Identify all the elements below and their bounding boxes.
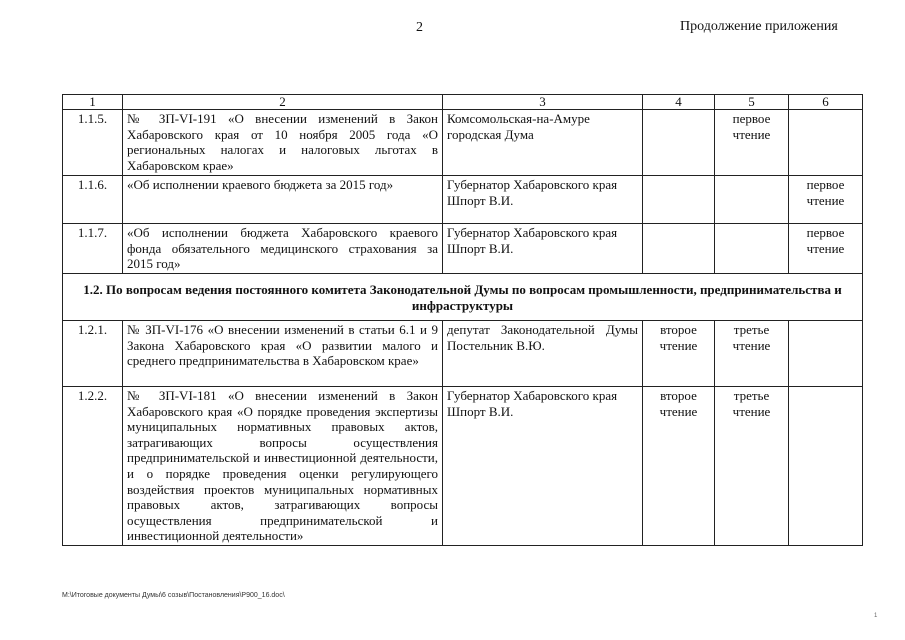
table-row — [63, 387, 863, 546]
agenda-table — [62, 94, 863, 546]
bill-description: «Об исполнении краевого бюджета за 2015 год» — [123, 176, 443, 224]
column-header: 4 — [643, 95, 715, 110]
table-row — [63, 110, 863, 176]
stage-col4 — [643, 176, 715, 224]
stage-col5 — [715, 176, 789, 224]
corner-mark: 1 — [874, 613, 878, 619]
stage-col5: первое чтение — [715, 110, 789, 176]
section-heading-row — [63, 274, 863, 321]
bill-description: № ЗП-VI-181 «О внесении изменений в Закон Хабаровского края «О порядке проведения экспертизы муниципальных нормативных правовых актов, затрагивающих вопросы осуществления предпринимательской и инвестиционной деятельности, и о порядке проведения оценки регулирующего воздействия проектов муниципальных нормативных правовых актов, затрагивающих вопросы осуществления предпринимательской и инвестиционной деятельности» — [123, 387, 443, 546]
table-row — [63, 176, 863, 224]
section-title: 1.2. По вопросам ведения постоянного комитета Законодательной Думы по вопросам промышленности, предпринимательства и инфраструктуры — [63, 274, 863, 321]
stage-col6: первое чтение — [789, 224, 863, 274]
table-row — [63, 321, 863, 387]
stage-col5 — [715, 224, 789, 274]
initiator: Комсомольская-на-Амуре городская Дума — [443, 110, 643, 176]
stage-col4 — [643, 224, 715, 274]
initiator: Губернатор Хабаровского края Шпорт В.И. — [443, 387, 643, 546]
bill-description: № ЗП-VI-176 «О внесении изменений в статьи 6.1 и 9 Закона Хабаровского края «О развитии малого и среднего предпринимательства в Хабаровском крае» — [123, 321, 443, 387]
stage-col6 — [789, 321, 863, 387]
file-path-footer: M:\Итоговые документы Думы\6 созыв\Постановления\Р900_16.doc\ — [62, 592, 285, 599]
stage-col4: второе чтение — [643, 321, 715, 387]
bill-description: «Об исполнении бюджета Хабаровского краевого фонда обязательного медицинского страхования за 2015 год» — [123, 224, 443, 274]
row-number: 1.1.6. — [63, 176, 123, 224]
bill-description: № ЗП-VI-191 «О внесении изменений в Закон Хабаровского края от 10 ноября 2005 года «О региональных налогах и налоговых льготах в Хабаровском крае» — [123, 110, 443, 176]
row-number: 1.2.2. — [63, 387, 123, 546]
continuation-label: Продолжение приложения — [680, 19, 838, 34]
page-number: 2 — [416, 20, 423, 35]
initiator: Губернатор Хабаровского края Шпорт В.И. — [443, 176, 643, 224]
stage-col6 — [789, 387, 863, 546]
column-header: 1 — [63, 95, 123, 110]
initiator: Губернатор Хабаровского края Шпорт В.И. — [443, 224, 643, 274]
initiator: депутат Законодательной Думы Постельник В.Ю. — [443, 321, 643, 387]
stage-col6: первое чтение — [789, 176, 863, 224]
stage-col5: третье чтение — [715, 321, 789, 387]
stage-col4: второе чтение — [643, 387, 715, 546]
row-number: 1.1.5. — [63, 110, 123, 176]
column-header: 5 — [715, 95, 789, 110]
column-header: 6 — [789, 95, 863, 110]
row-number: 1.2.1. — [63, 321, 123, 387]
table-row — [63, 224, 863, 274]
stage-col4 — [643, 110, 715, 176]
stage-col5: третье чтение — [715, 387, 789, 546]
table-header-row — [63, 95, 863, 110]
column-header: 3 — [443, 95, 643, 110]
row-number: 1.1.7. — [63, 224, 123, 274]
column-header: 2 — [123, 95, 443, 110]
stage-col6 — [789, 110, 863, 176]
